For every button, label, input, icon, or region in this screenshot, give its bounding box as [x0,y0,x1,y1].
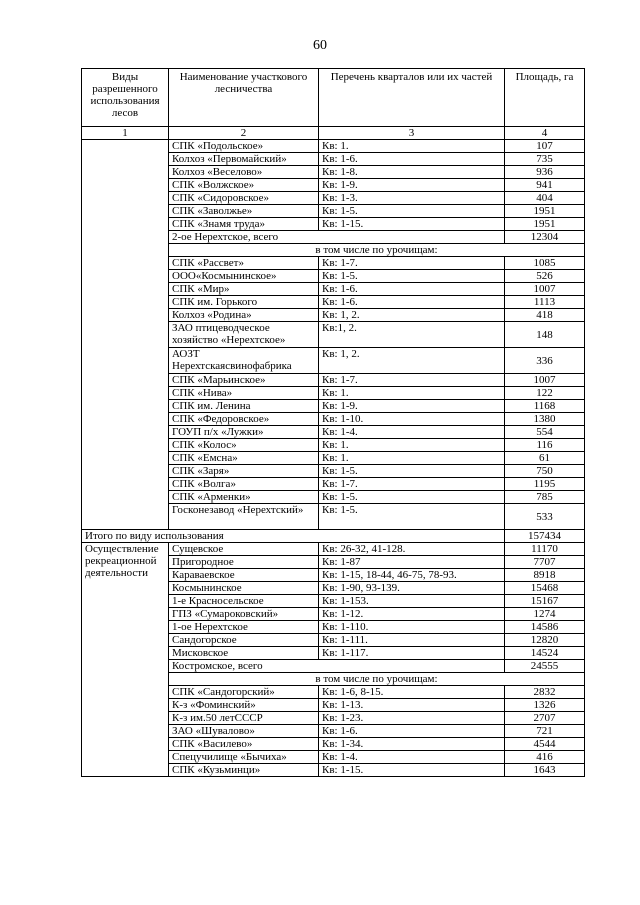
area: 533 [505,504,585,530]
area: 785 [505,491,585,504]
forestry-name: ГПЗ «Сумароковский» [169,608,319,621]
forestry-name: Сущевское [169,543,319,556]
area: 336 [505,348,585,374]
area: 941 [505,179,585,192]
area: 2707 [505,712,585,725]
area: 116 [505,439,585,452]
forestry-name: К-з им.50 летСССР [169,712,319,725]
area: 107 [505,140,585,153]
quarters: Кв: 1-7. [319,257,505,270]
area: 721 [505,725,585,738]
column-number: 3 [319,127,505,140]
forestry-name: АОЗТ Нерехтскаясвинофабрика [169,348,319,374]
usage-type-recreation: Осуществление рекреационной деятельности [82,543,169,777]
usage-total-label: Итого по виду использования [82,530,505,543]
area: 4544 [505,738,585,751]
area: 416 [505,751,585,764]
subtotal-label: 2-ое Нерехтское, всего [169,231,505,244]
quarters: Кв: 1-117. [319,647,505,660]
area: 1643 [505,764,585,777]
quarters: Кв: 26-32, 41-128. [319,543,505,556]
header-usage-type: Виды разрешенного использования лесов [82,69,169,127]
forestry-name: СПК «Рассвет» [169,257,319,270]
area: 404 [505,192,585,205]
usage-total-row [82,530,585,543]
area: 1951 [505,218,585,231]
forestry-name: ГОУП п/х «Лужки» [169,426,319,439]
quarters: Кв: 1-3. [319,192,505,205]
table-row [82,543,585,556]
forestry-name: Мисковское [169,647,319,660]
forestry-name: СПК «Сандогорский» [169,686,319,699]
forestry-name: СПК «Заволжье» [169,205,319,218]
forestry-name: Колхоз «Веселово» [169,166,319,179]
area: 526 [505,270,585,283]
area: 11170 [505,543,585,556]
area: 936 [505,166,585,179]
subtotal-label: Костромское, всего [169,660,505,673]
quarters: Кв: 1-4. [319,751,505,764]
forestry-name: СПК «Мир» [169,283,319,296]
quarters: Кв: 1. [319,387,505,400]
forestry-name: СПК «Марьинское» [169,374,319,387]
area: 8918 [505,569,585,582]
forestry-name: 1-ое Нерехтское [169,621,319,634]
quarters: Кв: 1-5. [319,205,505,218]
forestry-name: СПК «Нива» [169,387,319,400]
forestry-name: Госконезавод «Нерехтский» [169,504,319,530]
area: 148 [505,322,585,348]
quarters: Кв: 1-6, 8-15. [319,686,505,699]
usage-total-area: 157434 [505,530,585,543]
forestry-name: СПК им. Горького [169,296,319,309]
area: 14586 [505,621,585,634]
forestry-name: К-з «Фоминский» [169,699,319,712]
quarters: Кв: 1-110. [319,621,505,634]
forestry-name: Сандогорское [169,634,319,647]
quarters: Кв: 1, 2. [319,309,505,322]
forestry-name: ЗАО птицеводческое хозяйство «Нерехтское» [169,322,319,348]
area: 7707 [505,556,585,569]
area: 418 [505,309,585,322]
area: 554 [505,426,585,439]
header-row [82,69,585,127]
area: 1195 [505,478,585,491]
quarters: Кв: 1-6. [319,296,505,309]
quarters: Кв: 1-6. [319,725,505,738]
area: 122 [505,387,585,400]
quarters: Кв: 1-15. [319,218,505,231]
forestry-name: ЗАО «Шувалово» [169,725,319,738]
forestry-name: СПК «Колос» [169,439,319,452]
forestry-name: СПК «Волга» [169,478,319,491]
quarters: Кв: 1-12. [319,608,505,621]
header-forestry-name: Наименование участкового лесничества [169,69,319,127]
quarters: Кв: 1-13. [319,699,505,712]
quarters: Кв: 1-34. [319,738,505,751]
forestry-name: СПК «Федоровское» [169,413,319,426]
column-number-row [82,127,585,140]
forestry-name: СПК «Знамя труда» [169,218,319,231]
quarters: Кв: 1-5. [319,270,505,283]
area: 1951 [505,205,585,218]
forestry-name: Колхоз «Родина» [169,309,319,322]
quarters: Кв: 1-90, 93-139. [319,582,505,595]
quarters: Кв: 1-111. [319,634,505,647]
forestry-name: СПК «Сидоровское» [169,192,319,205]
column-number: 1 [82,127,169,140]
area: 2832 [505,686,585,699]
page-number: 60 [313,38,327,53]
quarters: Кв: 1-9. [319,400,505,413]
subtotal-area: 12304 [505,231,585,244]
column-number: 2 [169,127,319,140]
area: 15167 [505,595,585,608]
forestry-name: СПК «Кузьминци» [169,764,319,777]
area: 15468 [505,582,585,595]
forestry-name: Караваевское [169,569,319,582]
quarters: Кв: 1, 2. [319,348,505,374]
column-number: 4 [505,127,585,140]
area: 1085 [505,257,585,270]
area: 1380 [505,413,585,426]
quarters: Кв: 1-5. [319,504,505,530]
quarters: Кв: 1-8. [319,166,505,179]
area: 1168 [505,400,585,413]
quarters: Кв: 1-7. [319,374,505,387]
forestry-name: СПК «Емсна» [169,452,319,465]
area: 1326 [505,699,585,712]
area: 14524 [505,647,585,660]
quarters: Кв: 1-5. [319,491,505,504]
quarters: Кв: 1-10. [319,413,505,426]
forestry-name: 1-е Красносельское [169,595,319,608]
quarters: Кв: 1-4. [319,426,505,439]
forestry-name: СПК «Василево» [169,738,319,751]
area: 1113 [505,296,585,309]
quarters: Кв: 1-15, 18-44, 46-75, 78-93. [319,569,505,582]
quarters: Кв: 1. [319,452,505,465]
forestry-name: ООО«Космынинское» [169,270,319,283]
forestry-name: СПК им. Ленина [169,400,319,413]
area: 735 [505,153,585,166]
header-quarters: Перечень кварталов или их частей [319,69,505,127]
area: 61 [505,452,585,465]
quarters: Кв: 1. [319,140,505,153]
quarters: Кв: 1-9. [319,179,505,192]
quarters: Кв: 1-6. [319,283,505,296]
forestry-name: СПК «Арменки» [169,491,319,504]
quarters: Кв: 1. [319,439,505,452]
quarters: Кв: 1-153. [319,595,505,608]
area: 750 [505,465,585,478]
quarters: Кв: 1-23. [319,712,505,725]
quarters: Кв: 1-87 [319,556,505,569]
area: 1274 [505,608,585,621]
forestry-name: СПК «Волжское» [169,179,319,192]
quarters: Кв: 1-15. [319,764,505,777]
area: 1007 [505,283,585,296]
quarters: Кв: 1-5. [319,465,505,478]
quarters: Кв:1, 2. [319,322,505,348]
usage-type-cell [82,140,169,530]
subheader: в том числе по урочищам: [169,244,585,257]
subheader: в том числе по урочищам: [169,673,585,686]
area: 1007 [505,374,585,387]
header-area: Площадь, га [505,69,585,127]
forest-use-table [81,68,585,777]
table-row [82,140,585,153]
forestry-name: Космынинское [169,582,319,595]
forestry-name: СПК «Заря» [169,465,319,478]
quarters: Кв: 1-7. [319,478,505,491]
area: 12820 [505,634,585,647]
forestry-name: Колхоз «Первомайский» [169,153,319,166]
subtotal-area: 24555 [505,660,585,673]
quarters: Кв: 1-6. [319,153,505,166]
forestry-name: Спецучилище «Бычиха» [169,751,319,764]
forestry-name: СПК «Подольское» [169,140,319,153]
forestry-name: Пригородное [169,556,319,569]
